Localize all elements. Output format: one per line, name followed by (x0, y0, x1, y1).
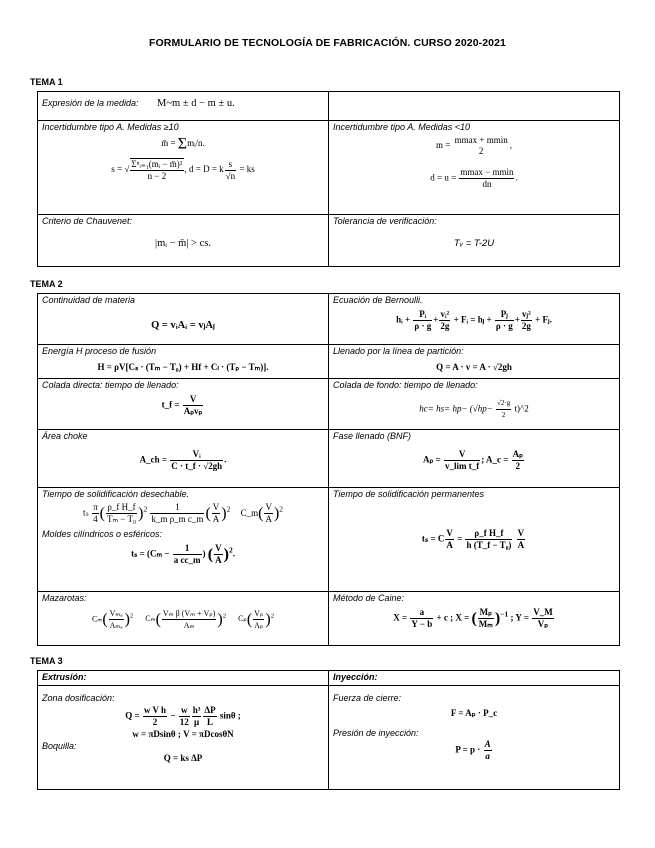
tipoA-ge10-label: Incertidumbre tipo A. Medidas ≥10 (42, 122, 179, 132)
tema3-table (37, 670, 620, 790)
document-title: FORMULARIO DE TECNOLOGÍA DE FABRICACIÓN. CURSO 2020-2021 (148, 37, 506, 49)
area-choke-label: Área choke (42, 431, 88, 441)
inyeccion-label: Inyección: (333, 672, 378, 682)
expresion-formula: M~m ± d − m ± u. (157, 98, 235, 109)
fase-llenado-formula: Aₚ = $\frac{V}{\text{v\_lim t\_f}}$ ; A_c = $\frac{\text{Aₚ}}{2}$ (423, 449, 523, 471)
range-formula: d = u = mmax − mmin dn . (430, 167, 518, 189)
mean-formula: m̄ = Σmᵢ/n. (161, 135, 205, 153)
colada-fondo-label: Colada de fondo: tiempo de llenado: (333, 380, 478, 390)
cell-extrusion-header (38, 671, 329, 686)
metodo-caine-label: Método de Caine: (333, 593, 405, 603)
cell-solidificacion (38, 488, 329, 592)
cell-expresion (38, 92, 329, 121)
cell-empty (329, 92, 620, 121)
cell-tipoA-ge10 (38, 121, 329, 215)
cell-llenado-particion (329, 345, 620, 379)
cell-area-choke (38, 430, 329, 488)
cell-inyeccion (329, 686, 620, 790)
tema3-heading: TEMA 3 (30, 656, 63, 666)
bernoulli-formula: hᵢ + $\frac{\text{Pᵢ}}{\rho \cdot g}$ + $\frac{\text{vᵢ²}}{2g}$ + Fᵢ = hⱼ + $\frac{\text{Pⱼ}}{\rho \cdot g}$ + $\frac{\text{vⱼ²}}{2g}$ + Fⱼ. (396, 309, 552, 331)
colada-directa-formula: t_f = V Aₚvₚ (161, 394, 203, 416)
fase-llenado-label: Fase llenado (BNF) (333, 431, 412, 441)
cell-energia (38, 345, 329, 379)
chauvenet-label: Criterio de Chauvenet: (42, 216, 133, 226)
std-formula: s = √ Σⁿᵢ₌₁(mᵢ − m̄)² n − 2 , d = D = k $\frac{s}{√n}$ = ks (111, 158, 255, 182)
solidificacion-permanentes-label: Tiempo de solidificación permanentes (333, 489, 485, 499)
area-choke-formula: A_ch = $\frac{\text{Vᵢ}}{C \cdot t\_f \cdot √2gh}$ . (139, 449, 227, 471)
presion-label: Presión de inyección: (333, 728, 419, 738)
cell-solidificacion-permanentes (329, 488, 620, 592)
cell-tipoA-lt10 (329, 121, 620, 215)
extrusion-label: Extrusión: (42, 672, 87, 682)
continuidad-label: Continuidad de materia (42, 295, 136, 305)
boquilla-formula: Q = ks ΔP (163, 753, 203, 763)
zona-formula: Q = $\frac{\text{w V h}}{2}$ − $\frac{w}{12}$ $\frac{\text{h³}}{\mu}$ $\frac{\Delta P}{L}$ sinθ ; (125, 705, 241, 727)
presion-formula: P = p · $\frac{A}{a}$ (455, 739, 491, 761)
cell-colada-fondo (329, 379, 620, 430)
tolerancia-formula: Tᵥ = T-2U (453, 238, 495, 249)
continuidad-formula: Q = vᵢAᵢ = vⱼAⱼ (151, 320, 215, 331)
tema2-heading: TEMA 2 (30, 279, 63, 289)
chauvenet-formula: |mᵢ − m̄| > cs. (155, 238, 211, 249)
cell-chauvenet (38, 215, 329, 267)
cell-extrusion (38, 686, 329, 790)
bernoulli-label: Ecuación de Bernoulli. (333, 295, 423, 305)
tema2-table (37, 293, 620, 646)
llenado-particion-label: Llenado por la línea de partición: (333, 346, 464, 356)
cell-continuidad (38, 294, 329, 345)
cell-fase-llenado (329, 430, 620, 488)
fuerza-formula: F = Aₚ · P_c (450, 708, 498, 718)
solidificacion-formula: tₛ $\frac{\pi}{4}$ ( $\frac{\text{ρ\_f H\_f}}{\text{Tₘ − T₀}}$ )$^2$ $\frac{1}{\text{k\_m ρ\_m c\_m}}$ ( $\frac{V}{A}$ )$^2$ C_m( $\frac{V}{A}$ )$^2$ (82, 502, 284, 524)
cell-metodo-caine (329, 592, 620, 646)
colada-fondo-formula: hc= hs= hp− (√hp− $\frac{√2\cdot g}{2}$ t)^2 (419, 399, 529, 419)
moldes-label: Moldes cilíndricos o esféricos: (42, 529, 163, 539)
midrange-formula: m = mmax + mmin 2 , (436, 135, 512, 156)
cell-mazarotas (38, 592, 329, 646)
fuerza-label: Fuerza de cierre: (333, 693, 402, 703)
zona-label: Zona dosificación: (42, 693, 115, 703)
moldes-formula: tₛ = (Cₘ − $\frac{1}{\text{a cc\_m}}$ ) ( $\frac{V}{A}$ )$^2$. (131, 543, 235, 565)
colada-directa-label: Colada directa: tiempo de llenado: (42, 380, 179, 390)
energia-formula: H = ρV[Cₛ · (Tₘ − T₀) + Hf + Cₗ · (Tₚ − Tₘ)]. (97, 362, 269, 372)
metodo-caine-formula: X = $\frac{a}{Y - b}$ + c ; X = ( $\frac{\text{Mₚ}}{\text{Mₘ}}$ )$^{-1}$ ; Y = $\frac{V\_M}{\text{Vₚ}}$ (393, 607, 553, 629)
tolerancia-label: Tolerancia de verificación: (333, 216, 437, 226)
velocity-formula: w = πDsinθ ; V = πDcosθN (132, 729, 234, 739)
mazarotas-label: Mazarotas: (42, 593, 87, 603)
tipoA-lt10-label: Incertidumbre tipo A. Medidas <10 (333, 122, 470, 132)
cell-bernoulli (329, 294, 620, 345)
llenado-particion-formula: Q = A · v = A · √2gh (436, 362, 512, 372)
solidificacion-permanentes-formula: tₛ = C $\frac{V}{A}$ = $\frac{\text{ρ\_f H\_f}}{\text{h (T\_f − T₀)}}$ $\frac{V}{A}$ (421, 528, 525, 550)
cell-tolerancia (329, 215, 620, 267)
solidificacion-label: Tiempo de solidificación desechable. (42, 489, 190, 499)
tema1-table (37, 91, 620, 267)
cell-inyeccion-header (329, 671, 620, 686)
expresion-label: Expresión de la medida: (42, 98, 139, 108)
tema1-heading: TEMA 1 (30, 77, 63, 87)
energia-label: Energía H proceso de fusión (42, 346, 157, 356)
mazarotas-formula: Cₘ( Vₘₐ Aₘₐ )$^2$ Cₘ( $\frac{\text{Vₘ β (Vₘ + Vₚ)}}{\text{Aₘ}}$ )$^2$ Cₚ( $\frac{\text{Vₚ}}{\text{Aₚ}}$ )$^2$ (91, 609, 275, 630)
cell-colada-directa (38, 379, 329, 430)
boquilla-label: Boquilla: (42, 741, 77, 751)
